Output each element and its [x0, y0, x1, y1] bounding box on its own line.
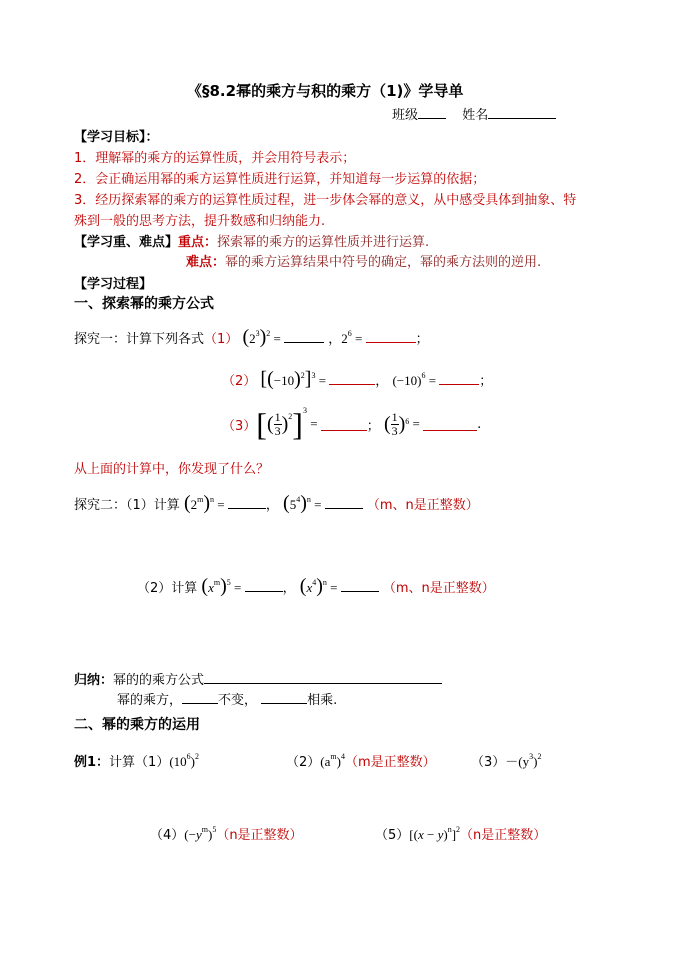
header-fields — [392, 104, 556, 123]
goal-item-1: 1．理解幂的乘方的运算性质，并会用符号表示； — [74, 151, 356, 166]
expr-fraction-nested: [ ( $\frac{1}{3}$ ) $^2$ ] $^3$ = — [256, 405, 321, 442]
expr-2-6: $2^6$ = — [341, 329, 366, 346]
expr-neg10-6: $(-10)^6$ = — [392, 371, 440, 388]
answer-blank[interactable] — [261, 691, 307, 704]
key-text: 探索幂的乘方的运算性质并进行运算. — [217, 235, 430, 250]
answer-blank[interactable] — [182, 691, 218, 704]
answer-blank[interactable] — [284, 330, 324, 343]
goal-item-4: 殊到一般的思考方法，提升数感和归纳能力. — [74, 214, 326, 229]
expr-xm-5: $(x^m)^5$ = — [201, 575, 245, 597]
answer-blank[interactable] — [439, 372, 479, 385]
expr-2-3-squared: $(2^3)^2$ = — [242, 326, 285, 348]
name-blank[interactable] — [488, 106, 556, 119]
explore1-row1: 探究一：计算下列各式（1） $(2^3)^2$ = ，$2^6$ = ； — [74, 326, 429, 348]
explore1-num3: （3） — [222, 418, 257, 434]
process-heading: 【学习过程】 — [74, 277, 153, 292]
class-label: 班级 — [392, 108, 419, 123]
explore1-row2: （2） $[(-10)^2]^3$ = ， $(-10)^6$ = ； — [222, 368, 493, 390]
answer-blank[interactable] — [245, 579, 283, 592]
answer-blank[interactable] — [329, 372, 375, 385]
example1-item5: $(5)[(x - y)^n]^2(n$是正整数） — [375, 825, 547, 843]
formula-blank[interactable] — [204, 671, 442, 684]
answer-blank[interactable] — [228, 496, 266, 509]
goals-heading: 【学习目标】： — [74, 130, 159, 145]
key-label: 重点： — [178, 235, 218, 250]
name-label: 姓名 — [462, 108, 489, 123]
expr-5-4-n: $(5^4)^n$ = — [283, 492, 325, 514]
summary-line2: 幂的乘方， 不变， 相乘. — [117, 693, 338, 708]
example1-item3: $(3)-(y^3)^2$ — [471, 752, 542, 770]
explore1-label: 探究一：计算下列各式 — [74, 332, 205, 347]
example-label: 例1： — [74, 755, 110, 770]
expr-am-4: $(a^m)^4$ — [320, 752, 345, 769]
answer-blank[interactable] — [321, 418, 367, 431]
explore1-num1: （1） — [204, 332, 239, 347]
explore2-row1: 探究二：（1）计算 $(2^m)^n$ = ， $(5^4)^n = (m$、n是正整数） — [74, 492, 479, 514]
explore2-cond: （m、n是正整数） — [366, 498, 479, 513]
class-blank[interactable] — [418, 106, 446, 119]
summary-label: 归纳： — [74, 673, 114, 688]
summary-line1 — [74, 669, 442, 688]
answer-blank[interactable] — [423, 418, 477, 431]
explore2-cond: （m、n是正整数） — [382, 581, 495, 596]
expr-y3-2: $(y^3)^2$ — [518, 752, 542, 769]
example1-item4: $(4)(-y^m)^5(n$是正整数） — [150, 825, 303, 843]
example1-row1: 例1：计算$(1)(10^6)^2$ — [74, 752, 200, 770]
keypoints-heading: 【学习重、难点】 — [74, 235, 179, 250]
difficulty-label: 难点： — [186, 255, 226, 270]
page-title: 《§8.2幂的乘方与积的乘方（1)》学导单 — [187, 82, 464, 100]
answer-blank[interactable] — [341, 579, 379, 592]
goal-item-3: 3．经历探索幂的乘方的运算性质过程，进一步体会幂的意义，从中感受具体到抽象、特 — [74, 193, 577, 208]
expr-neg10: $[(-10)^2]^3$ = — [260, 368, 330, 390]
section1-heading: 一、探索幂的乘方公式 — [74, 296, 214, 312]
explore2-item1: （1）计算 — [126, 498, 180, 513]
explore1-num2: （2） — [222, 374, 257, 389]
goal-item-2: 2．会正确运用幂的乘方运算性质进行运算，并知道每一步运算的依据； — [74, 172, 486, 187]
keypoints-line — [74, 231, 429, 250]
expr-x4-n: $(x^4)^n$ = — [299, 575, 341, 597]
expr-2m-n: $(2^m)^n$ = — [183, 492, 228, 514]
difficulty-text: 幂的乘方运算结果中符号的确定，幂的乘方法则的逆用. — [225, 255, 542, 270]
answer-blank[interactable] — [366, 330, 416, 343]
explore2-item2: （2）计算 — [137, 581, 198, 596]
expr-10-6-2: $(10^6)^2$ — [169, 752, 200, 769]
section2-heading: 二、幂的乘方的运用 — [74, 717, 200, 733]
expr-x-minus-y: $[(x - y)^n]^2$ — [409, 825, 461, 842]
answer-blank[interactable] — [325, 496, 363, 509]
expr-fraction-6: ( $\frac{1}{3}$ ) $^6$ = — [383, 409, 424, 438]
difficulty-line — [186, 251, 541, 270]
explore2-row2: （2）计算 $(x^m)^5$ = ， $(x^4)^n = (m$、n是正整数） — [137, 575, 495, 597]
summary-formula-label: 幂的的乘方公式 — [113, 673, 205, 688]
explore2-label: 探究二： — [74, 498, 127, 513]
explore1-row3: （3） [ ( $\frac{1}{3}$ ) $^2$ ] $^3$ = ； ( $\frac{1}{3}$ ) $^6$ = . — [222, 405, 482, 442]
discovery-question: 从上面的计算中，你发现了什么？ — [74, 462, 270, 477]
example1-item2: $(2)(a^m)^4(m$是正整数） — [286, 752, 436, 770]
expr-neg-ym-5: $(-y^m)^5$ — [184, 825, 217, 842]
